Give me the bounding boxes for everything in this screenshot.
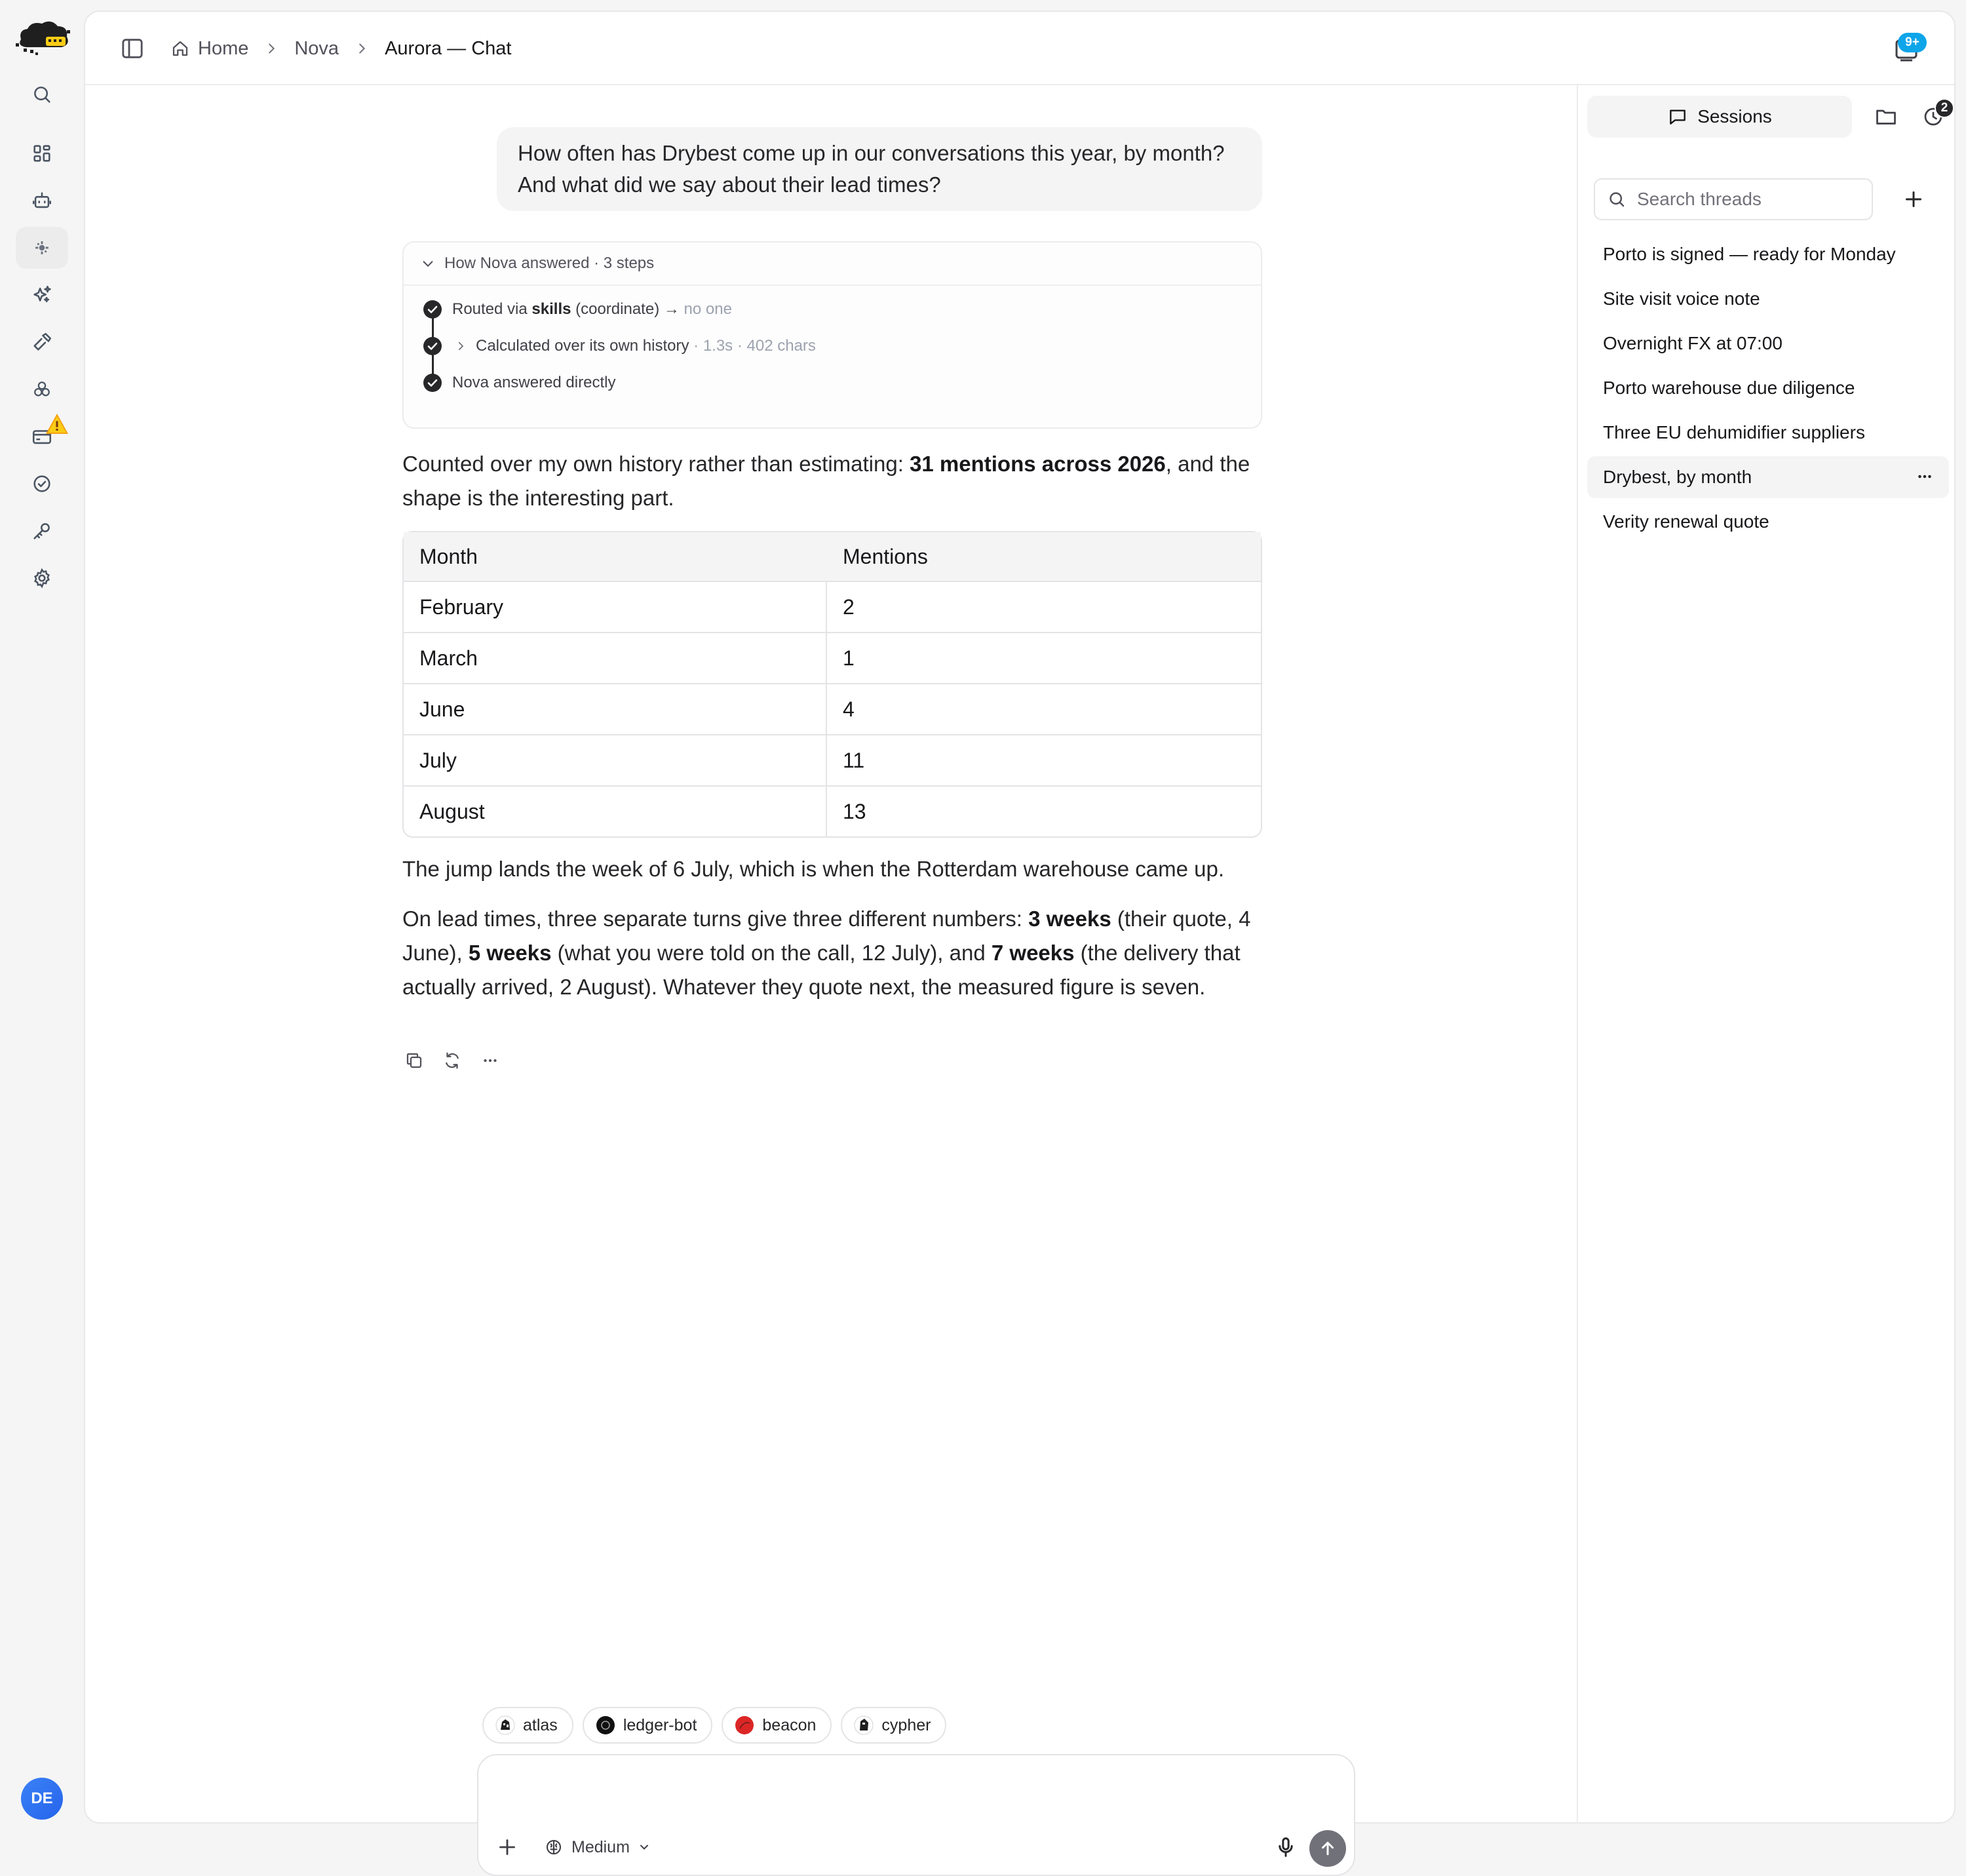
user-message: How often has Drybest come up in our conversations this year, by month? And what did we say about their lead times?	[497, 127, 1262, 211]
agent-avatar-icon	[596, 1715, 615, 1735]
lead-text-2: (their quote, 4 June),	[402, 907, 1251, 965]
breadcrumb-home[interactable]	[170, 38, 248, 60]
thread-search[interactable]	[1594, 178, 1873, 220]
trace-step-calculation[interactable]	[422, 336, 816, 357]
answer-intro-text: Counted over my own history rather than estimating:	[402, 452, 910, 476]
table-cell-month: March	[404, 633, 827, 683]
sparkles-icon[interactable]	[16, 274, 68, 316]
step1-prefix: Routed via	[452, 300, 532, 318]
card-icon[interactable]	[16, 416, 68, 458]
key-icon[interactable]	[16, 510, 68, 552]
search-threads-input[interactable]	[1637, 189, 1860, 210]
search-icon	[1607, 189, 1627, 209]
agent-avatar-icon	[854, 1715, 874, 1735]
home-icon	[170, 39, 190, 58]
trace-step-routing	[422, 299, 732, 320]
breadcrumb	[170, 35, 511, 62]
left-rail	[0, 0, 84, 1835]
step3-label: Nova answered directly	[452, 374, 616, 391]
agent-chip-label: cypher	[881, 1715, 931, 1734]
agent-chip-label: beacon	[762, 1715, 817, 1734]
table-cell-mentions: 2	[843, 595, 855, 619]
agent-icon[interactable]	[16, 227, 68, 269]
gear-icon[interactable]	[16, 557, 68, 599]
answer-jump: The jump lands the week of 6 July, which is when the Rotterdam warehouse came up.	[402, 857, 1225, 881]
app-logo[interactable]	[12, 17, 72, 58]
top-bar	[85, 12, 1954, 85]
chevron-down-icon	[638, 1841, 651, 1854]
agent-avatar-icon	[735, 1715, 754, 1735]
dashboard-icon[interactable]	[16, 132, 68, 174]
answer-intro-bold: 31 mentions across 2026	[910, 452, 1166, 476]
brain-icon	[544, 1837, 564, 1857]
thread-list	[1587, 233, 1949, 545]
chevron-right-icon	[455, 340, 467, 352]
answer-intro-tail: , and the shape is the interesting part.	[402, 452, 1250, 510]
breadcrumb-agent[interactable]	[294, 38, 339, 60]
tab-sessions-label: Sessions	[1697, 106, 1772, 127]
arrow-up-icon	[1318, 1839, 1338, 1858]
regenerate-icon[interactable]	[440, 1049, 464, 1072]
mentions-table	[402, 531, 1262, 838]
thread-item[interactable]: Porto is signed — ready for Monday	[1603, 244, 1896, 264]
model-selector-label: Medium	[571, 1837, 630, 1856]
thread-item[interactable]: Three EU dehumidifier suppliers	[1603, 422, 1865, 442]
tab-sessions[interactable]	[1587, 96, 1852, 138]
breadcrumb-current-label: Aurora — Chat	[385, 37, 512, 59]
lead-bold-3: 7 weeks	[991, 941, 1075, 965]
table-header	[404, 532, 1261, 581]
microphone-icon[interactable]	[1273, 1834, 1299, 1860]
table-row	[404, 581, 1261, 632]
reasoning-trace	[402, 241, 1262, 429]
step2-meta: · 1.3s · 402 chars	[689, 337, 816, 355]
table-row	[404, 632, 1261, 683]
history-count-badge: 2	[1935, 98, 1954, 118]
sidebar-toggle-icon[interactable]	[119, 35, 145, 62]
chat-bubble-icon	[1667, 106, 1688, 127]
agent-avatar-icon	[495, 1715, 515, 1735]
check-circle-icon	[422, 372, 443, 393]
chat-area	[85, 85, 1577, 1856]
check-circle-icon[interactable]	[16, 463, 68, 505]
model-selector[interactable]	[544, 1833, 651, 1862]
table-row	[404, 734, 1261, 785]
folder-icon[interactable]	[1874, 105, 1898, 128]
attach-plus-icon[interactable]	[495, 1835, 519, 1859]
copy-icon[interactable]	[402, 1049, 426, 1072]
main-window	[84, 10, 1956, 1856]
table-cell-month: February	[404, 582, 827, 632]
step1-skill: skills	[531, 300, 571, 318]
message-actions	[402, 1049, 502, 1072]
bot-icon[interactable]	[16, 180, 68, 222]
new-thread-plus-icon[interactable]	[1902, 187, 1925, 211]
breadcrumb-home-label: Home	[198, 37, 249, 59]
user-avatar[interactable]: DE	[21, 1778, 63, 1820]
trace-step-answer	[422, 372, 615, 393]
check-circle-icon	[422, 336, 443, 357]
check-circle-icon	[422, 299, 443, 320]
step1-mid: (coordinate) →	[571, 300, 684, 318]
agent-chip-cypher[interactable]	[841, 1707, 946, 1744]
thread-item-label: Drybest, by month	[1603, 467, 1752, 487]
lead-bold-2: 5 weeks	[468, 941, 552, 965]
table-cell-mentions: 4	[843, 697, 855, 721]
hammer-icon[interactable]	[16, 321, 68, 363]
more-icon[interactable]	[1915, 467, 1935, 486]
table-cell-month: July	[404, 735, 827, 785]
boxes-icon[interactable]	[16, 368, 68, 410]
agent-chip-atlas[interactable]	[482, 1707, 573, 1744]
table-header-mentions: Mentions	[843, 544, 928, 568]
chevron-down-icon	[421, 256, 435, 271]
table-cell-month: August	[404, 787, 827, 836]
breadcrumb-agent-label: Nova	[294, 37, 339, 59]
agent-chip-label: ledger-bot	[623, 1715, 697, 1734]
step2-label: Calculated over its own history	[476, 337, 689, 355]
thread-item-active[interactable]	[1587, 456, 1949, 498]
table-cell-mentions: 1	[843, 646, 855, 670]
agent-chips	[482, 1707, 946, 1744]
lead-bold-1: 3 weeks	[1028, 907, 1111, 931]
thread-item[interactable]: Porto warehouse due diligence	[1603, 378, 1855, 398]
table-row	[404, 683, 1261, 734]
thread-item[interactable]: Site visit voice note	[1603, 288, 1760, 309]
lead-text-3: (what you were told on the call, 12 July), and	[551, 941, 992, 965]
breadcrumb-current	[385, 38, 511, 60]
message-composer[interactable]	[477, 1754, 1355, 1876]
thread-item[interactable]: Overnight FX at 07:00	[1603, 333, 1783, 353]
table-header-month: Month	[419, 544, 478, 568]
table-row	[404, 785, 1261, 836]
trace-header-label: How Nova answered · 3 steps	[444, 254, 655, 272]
lead-text-4: (the delivery that actually arrived, 2 August). Whatever they quote next, the measured figure is seven.	[402, 941, 1241, 999]
table-cell-mentions: 11	[843, 748, 865, 772]
table-cell-month: June	[404, 684, 827, 734]
more-icon[interactable]	[478, 1049, 502, 1072]
answer-intro	[402, 447, 1274, 515]
trace-header[interactable]	[404, 243, 1261, 286]
notification-badge: 9+	[1898, 33, 1927, 52]
chevron-right-icon	[355, 41, 369, 56]
chevron-right-icon	[264, 41, 279, 56]
table-cell-mentions: 13	[843, 799, 866, 823]
warning-icon	[46, 413, 68, 435]
send-button[interactable]	[1309, 1830, 1346, 1867]
step1-target: no one	[684, 300, 732, 318]
lead-text-1: On lead times, three separate turns give three different numbers:	[402, 907, 1029, 931]
agent-chip-beacon[interactable]	[722, 1707, 832, 1744]
sessions-panel	[1577, 85, 1957, 1824]
answer-lead-times	[402, 902, 1274, 1004]
search-icon[interactable]	[16, 73, 68, 115]
agent-chip-ledger-bot[interactable]	[583, 1707, 713, 1744]
thread-item[interactable]: Verity renewal quote	[1603, 511, 1769, 532]
agent-chip-label: atlas	[523, 1715, 558, 1734]
